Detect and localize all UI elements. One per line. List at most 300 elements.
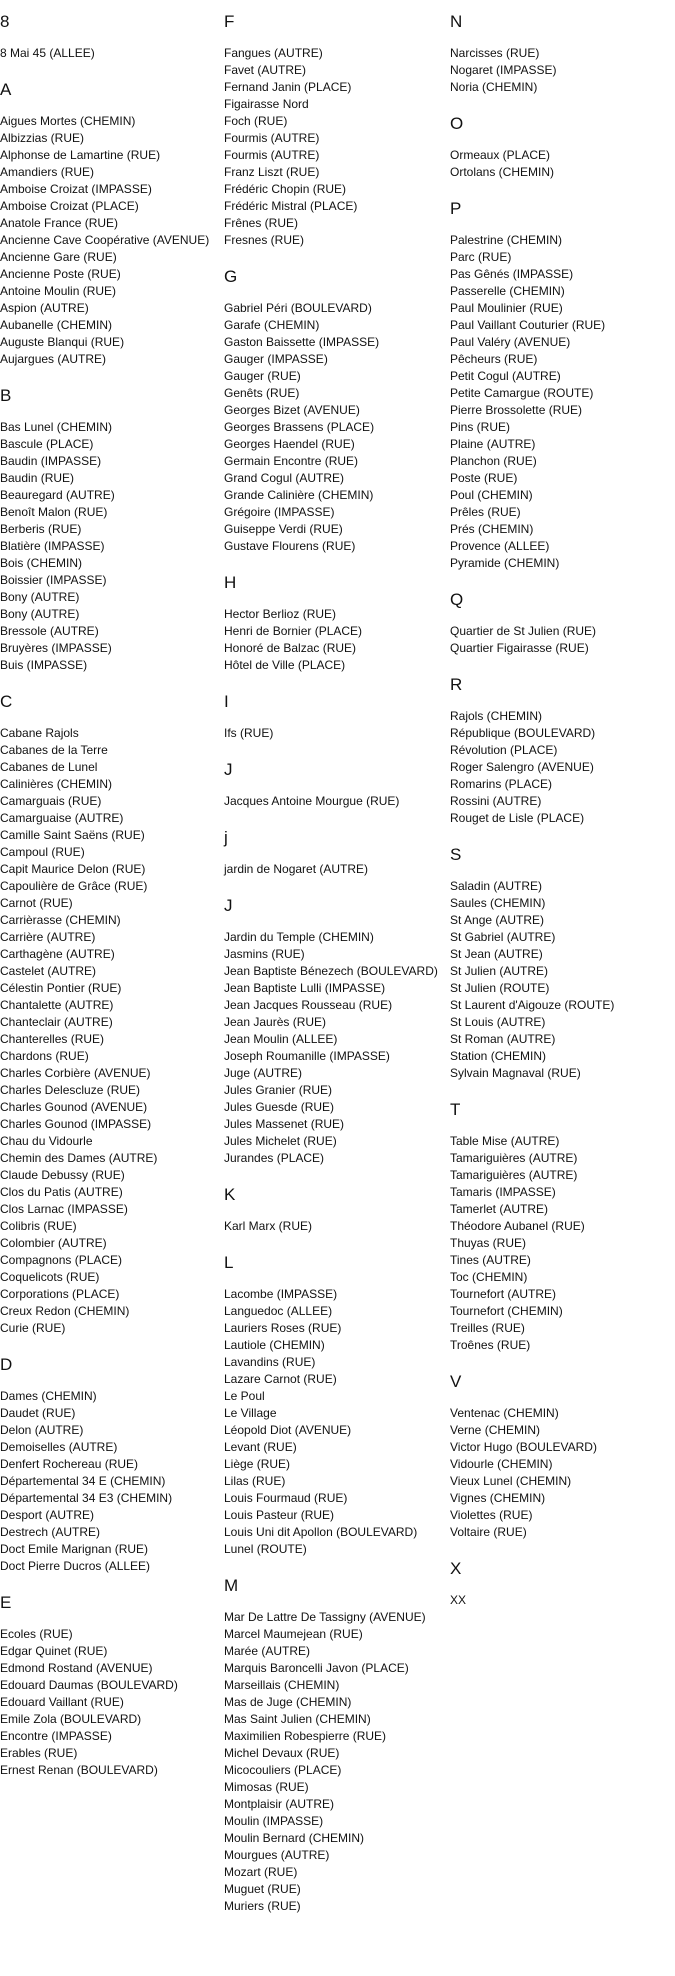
- street-list-item[interactable]: Palestrine (CHEMIN): [450, 233, 563, 247]
- street-list: [450, 45, 675, 96]
- street-list-item[interactable]: Prêles (RUE): [450, 505, 521, 519]
- street-list-item[interactable]: St Laurent d'Aigouze (ROUTE): [450, 998, 615, 1012]
- street-list-item[interactable]: Buis (IMPASSE): [0, 658, 88, 672]
- street-list-item[interactable]: Célestin Pontier (RUE): [0, 981, 122, 995]
- letter-section: [224, 760, 446, 810]
- street-list-item[interactable]: Lilas (RUE): [224, 1474, 286, 1488]
- section-letter-heading: A: [0, 80, 12, 99]
- section-letter-heading: L: [224, 1253, 234, 1272]
- street-list-item[interactable]: Bony (AUTRE): [0, 607, 80, 621]
- street-list-item[interactable]: jardin de Nogaret (AUTRE): [224, 862, 369, 876]
- street-list-item[interactable]: Grande Calinière (CHEMIN): [224, 488, 374, 502]
- street-list-item[interactable]: Beauregard (AUTRE): [0, 488, 115, 502]
- street-list-item[interactable]: Troênes (RUE): [450, 1338, 531, 1352]
- street-list-item[interactable]: Coquelicots (RUE): [0, 1270, 100, 1284]
- street-list-item[interactable]: Maximilien Robespierre (RUE): [224, 1729, 387, 1743]
- street-list-item[interactable]: Charles Gounod (AVENUE): [0, 1100, 148, 1114]
- street-list-item[interactable]: Fresnes (RUE): [224, 233, 305, 247]
- street-list-item[interactable]: Louis Pasteur (RUE): [224, 1508, 335, 1522]
- street-list-item[interactable]: Marseillais (CHEMIN): [224, 1678, 340, 1692]
- street-list-item[interactable]: St Louis (AUTRE): [450, 1015, 546, 1029]
- street-list-item[interactable]: Fangues (AUTRE): [224, 46, 323, 60]
- street-list-item[interactable]: Doct Pierre Ducros (ALLEE): [0, 1559, 151, 1573]
- street-list-item[interactable]: Le Village: [224, 1406, 277, 1420]
- street-list: [224, 45, 446, 249]
- section-letter-heading: F: [224, 12, 235, 31]
- street-list-item[interactable]: Lautiole (CHEMIN): [224, 1338, 325, 1352]
- section-letter-heading: X: [450, 1559, 462, 1578]
- street-list-item[interactable]: Sylvain Magnaval (RUE): [450, 1066, 581, 1080]
- street-list-item[interactable]: Delon (AUTRE): [0, 1423, 84, 1437]
- street-list-item[interactable]: Vieux Lunel (CHEMIN): [450, 1474, 572, 1488]
- street-list-item[interactable]: Chanteclair (AUTRE): [0, 1015, 113, 1029]
- street-list-item[interactable]: Clos du Patis (AUTRE): [0, 1185, 123, 1199]
- street-list-item[interactable]: St Ange (AUTRE): [450, 913, 545, 927]
- street-list-item[interactable]: Ormeaux (PLACE): [450, 148, 551, 162]
- street-list-item[interactable]: Camarguais (RUE): [0, 794, 102, 808]
- letter-section: [450, 590, 675, 657]
- street-list-item[interactable]: Carnot (RUE): [0, 896, 73, 910]
- street-list-item[interactable]: Rouget de Lisle (PLACE): [450, 811, 585, 825]
- street-list-item[interactable]: Gauger (RUE): [224, 369, 301, 383]
- letter-section: [224, 896, 446, 1167]
- letter-section: [0, 1593, 222, 1779]
- street-list-item[interactable]: Micocouliers (PLACE): [224, 1763, 342, 1777]
- street-list-item[interactable]: Hôtel de Ville (PLACE): [224, 658, 346, 672]
- street-list-item[interactable]: Camille Saint Saëns (RUE): [0, 828, 145, 842]
- street-list-item[interactable]: Muguet (RUE): [224, 1882, 301, 1896]
- street-list-item[interactable]: Aujargues (AUTRE): [0, 352, 107, 366]
- street-list-item[interactable]: Amboise Croizat (PLACE): [0, 199, 139, 213]
- street-list: [224, 1286, 446, 1558]
- street-list-item[interactable]: Départemental 34 E3 (CHEMIN): [0, 1491, 173, 1505]
- street-list-item[interactable]: Jurandes (PLACE): [224, 1151, 325, 1165]
- street-list-item[interactable]: Tines (AUTRE): [450, 1253, 531, 1267]
- street-list-item[interactable]: Karl Marx (RUE): [224, 1219, 313, 1233]
- street-list-item[interactable]: Antoine Moulin (RUE): [0, 284, 117, 298]
- street-list-item[interactable]: Jean Jacques Rousseau (RUE): [224, 998, 393, 1012]
- street-list-item[interactable]: Narcisses (RUE): [450, 46, 540, 60]
- street-list-item[interactable]: Ancienne Cave Coopérative (AVENUE): [0, 233, 210, 247]
- letter-section: [224, 828, 446, 878]
- section-letter-heading: 8: [0, 12, 10, 31]
- street-list-item[interactable]: Jean Moulin (ALLEE): [224, 1032, 338, 1046]
- letter-section: [224, 1576, 446, 1915]
- street-list: [0, 419, 222, 674]
- street-list: [0, 45, 222, 62]
- street-list-item[interactable]: Liège (RUE): [224, 1457, 291, 1471]
- street-list-item[interactable]: Carrièrasse (CHEMIN): [0, 913, 121, 927]
- street-list: [224, 861, 446, 878]
- street-list-item[interactable]: Cabanes de Lunel: [0, 760, 98, 774]
- street-list-item[interactable]: Anatole France (RUE): [0, 216, 119, 230]
- street-list-item[interactable]: Cabanes de la Terre: [0, 743, 108, 757]
- letter-section: [450, 1100, 675, 1354]
- street-list-item[interactable]: Creux Redon (CHEMIN): [0, 1304, 130, 1318]
- street-list-item[interactable]: Cabane Rajols: [0, 726, 79, 740]
- street-list-item[interactable]: Amandiers (RUE): [0, 165, 95, 179]
- street-list-item[interactable]: Corporations (PLACE): [0, 1287, 120, 1301]
- letter-section: [224, 1185, 446, 1235]
- section-letter-heading: I: [224, 692, 229, 711]
- street-list-item[interactable]: Mourgues (AUTRE): [224, 1848, 330, 1862]
- street-list-item[interactable]: St Gabriel (AUTRE): [450, 930, 556, 944]
- street-list-item[interactable]: Muriers (RUE): [224, 1899, 301, 1913]
- street-list-item[interactable]: Marcel Maumejean (RUE): [224, 1627, 363, 1641]
- street-list-item[interactable]: Grégoire (IMPASSE): [224, 505, 335, 519]
- street-list-item[interactable]: Clos Larnac (IMPASSE): [0, 1202, 128, 1216]
- street-list: [224, 300, 446, 555]
- street-list-item[interactable]: Baudin (RUE): [0, 471, 75, 485]
- street-list-item[interactable]: Tournefort (CHEMIN): [450, 1304, 563, 1318]
- street-list-item[interactable]: 8 Mai 45 (ALLEE): [0, 46, 95, 60]
- street-list-item[interactable]: Petit Cogul (AUTRE): [450, 369, 561, 383]
- street-list-item[interactable]: Erables (RUE): [0, 1746, 78, 1760]
- street-list-item[interactable]: Quartier de St Julien (RUE): [450, 624, 597, 638]
- street-list-item[interactable]: Dames (CHEMIN): [0, 1389, 97, 1403]
- street-list-item[interactable]: Gauger (IMPASSE): [224, 352, 328, 366]
- street-list-item[interactable]: XX: [450, 1593, 467, 1607]
- street-list-item[interactable]: Aubanelle (CHEMIN): [0, 318, 113, 332]
- street-list-item[interactable]: Moulin (IMPASSE): [224, 1814, 324, 1828]
- street-list-item[interactable]: Victor Hugo (BOULEVARD): [450, 1440, 597, 1454]
- street-list-item[interactable]: Colombier (AUTRE): [0, 1236, 107, 1250]
- street-list-item[interactable]: Ventenac (CHEMIN): [450, 1406, 559, 1420]
- section-letter-heading: N: [450, 12, 463, 31]
- street-list-item[interactable]: Passerelle (CHEMIN): [450, 284, 565, 298]
- street-list-item[interactable]: Lunel (ROUTE): [224, 1542, 307, 1556]
- street-list: [224, 606, 446, 674]
- street-list-item[interactable]: Henri de Bornier (PLACE): [224, 624, 363, 638]
- street-list-item[interactable]: Curie (RUE): [0, 1321, 66, 1335]
- street-list-item[interactable]: Albizzias (RUE): [0, 131, 85, 145]
- street-list: [450, 1405, 675, 1541]
- street-list-item[interactable]: Edgar Quinet (RUE): [0, 1644, 108, 1658]
- street-list-item[interactable]: St Roman (AUTRE): [450, 1032, 556, 1046]
- street-list-item[interactable]: Encontre (IMPASSE): [0, 1729, 112, 1743]
- letter-section: [224, 267, 446, 555]
- street-list-item[interactable]: Jules Massenet (RUE): [224, 1117, 345, 1131]
- street-list-item[interactable]: Gustave Flourens (RUE): [224, 539, 356, 553]
- street-list-item[interactable]: Aspion (AUTRE): [0, 301, 89, 315]
- street-list-item[interactable]: Verne (CHEMIN): [450, 1423, 541, 1437]
- street-list-item[interactable]: Bruyères (IMPASSE): [0, 641, 112, 655]
- street-list-item[interactable]: Camarguaise (AUTRE): [0, 811, 124, 825]
- street-list-item[interactable]: Tamariguières (AUTRE): [450, 1168, 578, 1182]
- letter-section: [450, 1559, 675, 1609]
- street-list-item[interactable]: Gaston Baissette (IMPASSE): [224, 335, 380, 349]
- street-list-item[interactable]: Charles Delescluze (RUE): [0, 1083, 141, 1097]
- street-list-item[interactable]: Berberis (RUE): [0, 522, 82, 536]
- street-list-item[interactable]: Germain Encontre (RUE): [224, 454, 359, 468]
- street-list-item[interactable]: Frênes (RUE): [224, 216, 299, 230]
- street-list-item[interactable]: Bas Lunel (CHEMIN): [0, 420, 113, 434]
- street-list-item[interactable]: Capit Maurice Delon (RUE): [0, 862, 146, 876]
- street-list-item[interactable]: Aigues Mortes (CHEMIN): [0, 114, 136, 128]
- letter-section: [224, 12, 446, 249]
- street-list-item[interactable]: Roger Salengro (AVENUE): [450, 760, 594, 774]
- street-list-item[interactable]: Pêcheurs (RUE): [450, 352, 538, 366]
- street-list-item[interactable]: Foch (RUE): [224, 114, 288, 128]
- street-list-item[interactable]: Joseph Roumanille (IMPASSE): [224, 1049, 390, 1063]
- street-list-item[interactable]: Prés (CHEMIN): [450, 522, 534, 536]
- street-list-item[interactable]: Alphonse de Lamartine (RUE): [0, 148, 161, 162]
- letter-section: [450, 114, 675, 181]
- street-list-item[interactable]: Quartier Figairasse (RUE): [450, 641, 589, 655]
- street-list-item[interactable]: Jules Granier (RUE): [224, 1083, 333, 1097]
- street-list-item[interactable]: Lacombe (IMPASSE): [224, 1287, 338, 1301]
- street-list-item[interactable]: Fourmis (AUTRE): [224, 148, 320, 162]
- street-list-item[interactable]: Révolution (PLACE): [450, 743, 558, 757]
- section-letter-heading: P: [450, 199, 462, 218]
- street-list-item[interactable]: Lauriers Roses (RUE): [224, 1321, 342, 1335]
- street-list-item[interactable]: Charles Corbière (AVENUE): [0, 1066, 151, 1080]
- street-list-item[interactable]: Mar De Lattre De Tassigny (AVENUE): [224, 1610, 426, 1624]
- street-list-item[interactable]: Guiseppe Verdi (RUE): [224, 522, 343, 536]
- street-list-item[interactable]: Colibris (RUE): [0, 1219, 77, 1233]
- street-list-item[interactable]: Ifs (RUE): [224, 726, 274, 740]
- street-list-item[interactable]: Mas de Juge (CHEMIN): [224, 1695, 352, 1709]
- street-list-item[interactable]: Demoiselles (AUTRE): [0, 1440, 118, 1454]
- section-letter-heading: E: [0, 1593, 12, 1612]
- street-list-item[interactable]: Jasmins (RUE): [224, 947, 305, 961]
- column-1: [0, 0, 222, 1797]
- letter-section: [0, 386, 222, 674]
- street-list-item[interactable]: Jean Baptiste Bénezech (BOULEVARD): [224, 964, 438, 978]
- street-list-item[interactable]: Frédéric Mistral (PLACE): [224, 199, 358, 213]
- street-list-item[interactable]: Capoulière de Grâce (RUE): [0, 879, 148, 893]
- letter-section: [450, 675, 675, 827]
- street-list-item[interactable]: Garafe (CHEMIN): [224, 318, 320, 332]
- street-list-item[interactable]: Plaine (AUTRE): [450, 437, 536, 451]
- street-list-item[interactable]: Départemental 34 E (CHEMIN): [0, 1474, 166, 1488]
- street-list-item[interactable]: Louis Uni dit Apollon (BOULEVARD): [224, 1525, 418, 1539]
- street-list-item[interactable]: Languedoc (ALLEE): [224, 1304, 333, 1318]
- street-list-item[interactable]: Edouard Daumas (BOULEVARD): [0, 1678, 178, 1692]
- street-list-item[interactable]: Saules (CHEMIN): [450, 896, 546, 910]
- street-list-item[interactable]: Jules Michelet (RUE): [224, 1134, 337, 1148]
- street-list-item[interactable]: Edouard Vaillant (RUE): [0, 1695, 124, 1709]
- street-list: [224, 725, 446, 742]
- street-list-item[interactable]: Honoré de Balzac (RUE): [224, 641, 357, 655]
- street-list-item[interactable]: Blatière (IMPASSE): [0, 539, 105, 553]
- street-list-item[interactable]: St Julien (AUTRE): [450, 964, 549, 978]
- street-list-item[interactable]: Emile Zola (BOULEVARD): [0, 1712, 142, 1726]
- street-list-item[interactable]: Vidourle (CHEMIN): [450, 1457, 553, 1471]
- street-list-item[interactable]: Charles Gounod (IMPASSE): [0, 1117, 152, 1131]
- street-list-item[interactable]: Jules Guesde (RUE): [224, 1100, 335, 1114]
- street-list-item[interactable]: Carrière (AUTRE): [0, 930, 96, 944]
- street-list-item[interactable]: Le Poul: [224, 1389, 265, 1403]
- street-list-item[interactable]: Pyramide (CHEMIN): [450, 556, 560, 570]
- street-list-item[interactable]: Michel Devaux (RUE): [224, 1746, 340, 1760]
- letter-section: [450, 199, 675, 572]
- street-list-item[interactable]: Destrech (AUTRE): [0, 1525, 101, 1539]
- street-list-item[interactable]: Gabriel Péri (BOULEVARD): [224, 301, 372, 315]
- street-list-item[interactable]: Georges Haendel (RUE): [224, 437, 355, 451]
- street-list-item[interactable]: Poste (RUE): [450, 471, 518, 485]
- street-list-item[interactable]: Daudet (RUE): [0, 1406, 76, 1420]
- street-list-item[interactable]: Compagnons (PLACE): [0, 1253, 123, 1267]
- street-list: [224, 1218, 446, 1235]
- street-list-item[interactable]: Léopold Diot (AVENUE): [224, 1423, 352, 1437]
- street-list-item[interactable]: Rossini (AUTRE): [450, 794, 542, 808]
- street-list-item[interactable]: Toc (CHEMIN): [450, 1270, 528, 1284]
- street-list-item[interactable]: Saladin (AUTRE): [450, 879, 543, 893]
- street-list-item[interactable]: Mimosas (RUE): [224, 1780, 309, 1794]
- street-list-item[interactable]: Jean Baptiste Lulli (IMPASSE): [224, 981, 386, 995]
- street-list: [450, 623, 675, 657]
- street-list-item[interactable]: Mas Saint Julien (CHEMIN): [224, 1712, 371, 1726]
- street-list-item[interactable]: Nogaret (IMPASSE): [450, 63, 557, 77]
- street-list: [450, 1133, 675, 1354]
- street-list-item[interactable]: Ancienne Poste (RUE): [0, 267, 121, 281]
- street-list-item[interactable]: Moulin Bernard (CHEMIN): [224, 1831, 365, 1845]
- street-list-item[interactable]: Auguste Blanqui (RUE): [0, 335, 125, 349]
- street-list-item[interactable]: Tournefort (AUTRE): [450, 1287, 557, 1301]
- column-2: [224, 0, 446, 1933]
- section-letter-heading: Q: [450, 590, 464, 609]
- street-list-item[interactable]: Provence (ALLEE): [450, 539, 550, 553]
- street-list-item[interactable]: Poul (CHEMIN): [450, 488, 533, 502]
- street-list-item[interactable]: Doct Emile Marignan (RUE): [0, 1542, 149, 1556]
- street-list-item[interactable]: Station (CHEMIN): [450, 1049, 547, 1063]
- street-list-item[interactable]: Ecoles (RUE): [0, 1627, 73, 1641]
- street-list-item[interactable]: Bony (AUTRE): [0, 590, 80, 604]
- street-list-item[interactable]: Voltaire (RUE): [450, 1525, 527, 1539]
- street-list-item[interactable]: Pas Gênés (IMPASSE): [450, 267, 574, 281]
- street-list-item[interactable]: Ernest Renan (BOULEVARD): [0, 1763, 158, 1777]
- street-list-item[interactable]: Benoît Malon (RUE): [0, 505, 108, 519]
- street-list-item[interactable]: Pierre Brossolette (RUE): [450, 403, 583, 417]
- street-list-item[interactable]: Paul Moulinier (RUE): [450, 301, 563, 315]
- street-list-item[interactable]: Chanterelles (RUE): [0, 1032, 105, 1046]
- street-list-item[interactable]: Tamariguières (AUTRE): [450, 1151, 578, 1165]
- section-letter-heading: V: [450, 1372, 462, 1391]
- street-list-item[interactable]: Lavandins (RUE): [224, 1355, 316, 1369]
- street-list-item[interactable]: Montplaisir (AUTRE): [224, 1797, 335, 1811]
- street-list-item[interactable]: St Jean (AUTRE): [450, 947, 543, 961]
- street-list-item[interactable]: Edmond Rostand (AVENUE): [0, 1661, 153, 1675]
- street-list-item[interactable]: République (BOULEVARD): [450, 726, 596, 740]
- street-list-item[interactable]: St Julien (ROUTE): [450, 981, 550, 995]
- street-list-item[interactable]: Chantalette (AUTRE): [0, 998, 114, 1012]
- street-list-item[interactable]: Calinières (CHEMIN): [0, 777, 113, 791]
- street-list-item[interactable]: Frédéric Chopin (RUE): [224, 182, 347, 196]
- street-list-item[interactable]: Marquis Baroncelli Javon (PLACE): [224, 1661, 409, 1675]
- street-list-item[interactable]: Ancienne Gare (RUE): [0, 250, 117, 264]
- letter-section: [0, 692, 222, 1337]
- street-list-item[interactable]: Fourmis (AUTRE): [224, 131, 320, 145]
- street-list-item[interactable]: Hector Berlioz (RUE): [224, 607, 337, 621]
- street-list-item[interactable]: Pins (RUE): [450, 420, 511, 434]
- street-list-item[interactable]: Bascule (PLACE): [0, 437, 94, 451]
- section-letter-heading: S: [450, 845, 462, 864]
- section-letter-heading: B: [0, 386, 12, 405]
- street-list-item[interactable]: Claude Debussy (RUE): [0, 1168, 125, 1182]
- street-list-item[interactable]: Bois (CHEMIN): [0, 556, 83, 570]
- section-letter-heading: J: [224, 760, 233, 779]
- street-list-item[interactable]: Chardons (RUE): [0, 1049, 89, 1063]
- street-list-item[interactable]: Campoul (RUE): [0, 845, 85, 859]
- street-list-item[interactable]: Paul Valéry (AVENUE): [450, 335, 571, 349]
- street-list-item[interactable]: Vignes (CHEMIN): [450, 1491, 546, 1505]
- street-list-item[interactable]: Jardin du Temple (CHEMIN): [224, 930, 374, 944]
- street-list-item[interactable]: Baudin (IMPASSE): [0, 454, 102, 468]
- street-list-item[interactable]: Violettes (RUE): [450, 1508, 533, 1522]
- street-list-item[interactable]: Thuyas (RUE): [450, 1236, 527, 1250]
- street-list: [450, 708, 675, 827]
- section-letter-heading: D: [0, 1355, 13, 1374]
- section-letter-heading: R: [450, 675, 463, 694]
- street-list-item[interactable]: Tamaris (IMPASSE): [450, 1185, 556, 1199]
- section-letter-heading: J: [224, 896, 233, 915]
- street-list-item[interactable]: Amboise Croizat (IMPASSE): [0, 182, 152, 196]
- street-list-item[interactable]: Levant (RUE): [224, 1440, 297, 1454]
- street-list-item[interactable]: Fernand Janin (PLACE): [224, 80, 352, 94]
- street-list-item[interactable]: Castelet (AUTRE): [0, 964, 97, 978]
- street-list-item[interactable]: Georges Bizet (AVENUE): [224, 403, 360, 417]
- letter-section: [0, 80, 222, 368]
- letter-section: [224, 692, 446, 742]
- street-list: [0, 725, 222, 1337]
- letter-section: [450, 845, 675, 1082]
- street-list-item[interactable]: Louis Fourmaud (RUE): [224, 1491, 348, 1505]
- street-list-item[interactable]: Romarins (PLACE): [450, 777, 553, 791]
- street-list-item[interactable]: Rajols (CHEMIN): [450, 709, 543, 723]
- street-list-item[interactable]: Théodore Aubanel (RUE): [450, 1219, 585, 1233]
- street-list-item[interactable]: Mozart (RUE): [224, 1865, 298, 1879]
- street-list-item[interactable]: Chemin des Dames (AUTRE): [0, 1151, 158, 1165]
- street-list-item[interactable]: Figairasse Nord: [224, 97, 309, 111]
- street-list-item[interactable]: Jean Jaurès (RUE): [224, 1015, 327, 1029]
- street-list-item[interactable]: Noria (CHEMIN): [450, 80, 538, 94]
- street-list: [450, 232, 675, 572]
- street-list-item[interactable]: Lazare Carnot (RUE): [224, 1372, 337, 1386]
- street-list-item[interactable]: Petite Camargue (ROUTE): [450, 386, 594, 400]
- letter-section: [0, 12, 222, 62]
- street-list-item[interactable]: Juge (AUTRE): [224, 1066, 303, 1080]
- street-list-item[interactable]: Bressole (AUTRE): [0, 624, 99, 638]
- street-list-item[interactable]: Parc (RUE): [450, 250, 512, 264]
- street-list: [224, 929, 446, 1167]
- letter-section: [224, 573, 446, 674]
- street-list-item[interactable]: Table Mise (AUTRE): [450, 1134, 560, 1148]
- street-list-item[interactable]: Favet (AUTRE): [224, 63, 307, 77]
- street-list-item[interactable]: Franz Liszt (RUE): [224, 165, 320, 179]
- street-list-item[interactable]: Marée (AUTRE): [224, 1644, 311, 1658]
- street-list-item[interactable]: Chau du Vidourle: [0, 1134, 93, 1148]
- street-list-item[interactable]: Georges Brassens (PLACE): [224, 420, 375, 434]
- section-letter-heading: T: [450, 1100, 461, 1119]
- street-list-item[interactable]: Grand Cogul (AUTRE): [224, 471, 345, 485]
- street-list-item[interactable]: Carthagène (AUTRE): [0, 947, 115, 961]
- street-list: [0, 1626, 222, 1779]
- street-list-item[interactable]: Jacques Antoine Mourgue (RUE): [224, 794, 400, 808]
- street-list: [224, 1609, 446, 1915]
- street-list-item[interactable]: Planchon (RUE): [450, 454, 537, 468]
- street-list-item[interactable]: Tamerlet (AUTRE): [450, 1202, 549, 1216]
- section-letter-heading: M: [224, 1576, 239, 1595]
- street-list-item[interactable]: Denfert Rochereau (RUE): [0, 1457, 139, 1471]
- street-list-item[interactable]: Ortolans (CHEMIN): [450, 165, 555, 179]
- street-list-item[interactable]: Treilles (RUE): [450, 1321, 525, 1335]
- street-list-item[interactable]: Boissier (IMPASSE): [0, 573, 107, 587]
- street-list-item[interactable]: Paul Vaillant Couturier (RUE): [450, 318, 606, 332]
- street-list-item[interactable]: Genêts (RUE): [224, 386, 300, 400]
- street-list-item[interactable]: Desport (AUTRE): [0, 1508, 95, 1522]
- section-letter-heading: O: [450, 114, 464, 133]
